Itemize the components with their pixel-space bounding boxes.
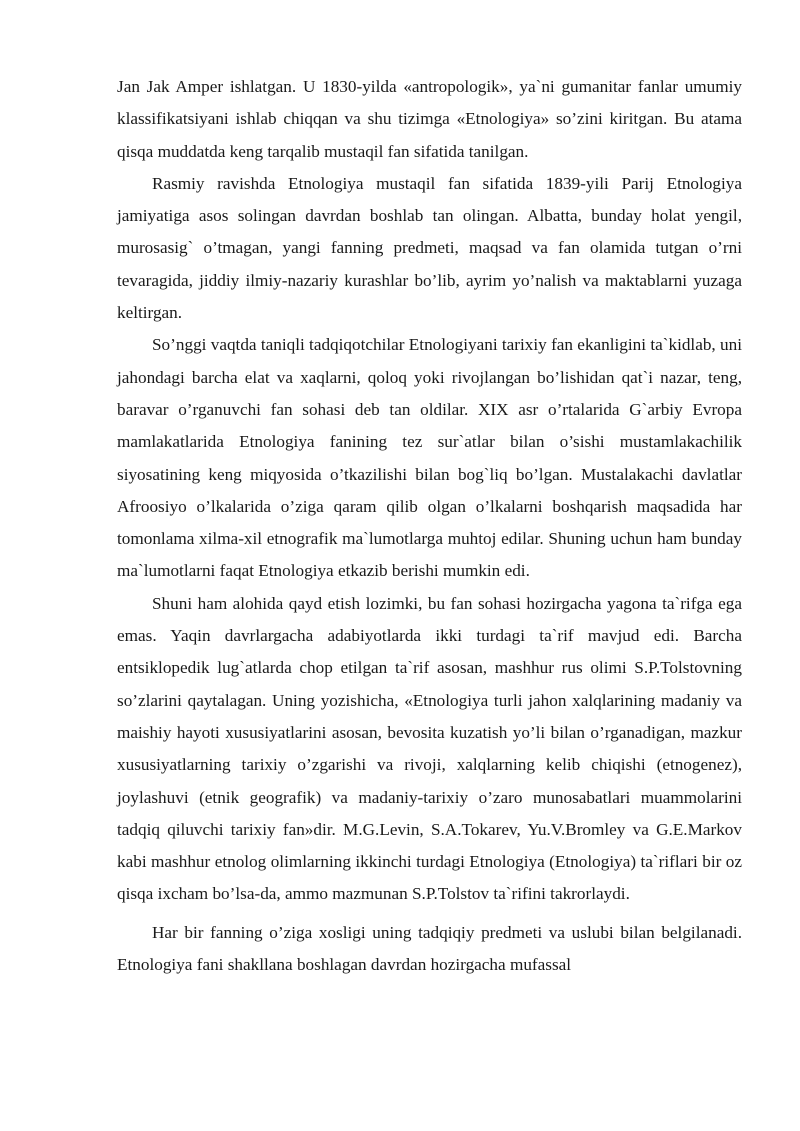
paragraph-5: Har bir fanning o’ziga xosligi uning tadqiqiy predmeti va uslubi bilan belgilanadi. Etnologiya fani shakllana boshlagan davrdan hozirgacha mufassal	[117, 922, 742, 975]
document-page	[117, 71, 742, 981]
paragraph-3: So’nggi vaqtda taniqli tadqiqotchilar Etnologiyani tarixiy fan ekanligini ta`kidlab, uni jahondagi barcha elat va xaqlarni, qoloq yoki rivojlangan bo’lishidan qat`i nazar, teng, baravar o’rganuvchi fan sohasi deb tan oldilar. XIX asr o’rtalarida G`arbiy Evropa mamlakatlarida Etnologiya fanining tez sur`atlar bilan o’sishi mustamlakachilik siyosatining keng miqyosida o’tkazilishi bilan bog`liq bo’lgan. Mustalakachi davlatlar Afroosiyo o’lkalarida o’ziga qaram qilib olgan o’lkalarni boshqarish maqsadida har tomonlama xilma-xil etnografik ma`lumotlarga muhtoj edilar. Shuning uchun ham bunday ma`lumotlarni faqat Etnologiya etkazib berishi mumkin edi.	[117, 335, 742, 581]
paragraph-1: Jan Jak Amper ishlatgan. U 1830-yilda «antropologik», ya`ni gumanitar fanlar umumiy klassifikatsiyani ishlab chiqqan va shu tizimga «Etnologiya» so’zini kiritgan. Bu atama qisqa muddatda keng tarqalib mustaqil fan sifatida tanilgan.	[117, 77, 742, 161]
paragraph-4: Shuni ham alohida qayd etish lozimki, bu fan sohasi hozirgacha yagona ta`rifga ega emas. Yaqin davrlargacha adabiyotlarda ikki turdagi ta`rif mavjud edi. Barcha entsiklopedik lug`atlarda chop etilgan ta`rif asosan, mashhur rus olimi S.P.Tolstovning so’zlarini qaytalagan. Uning yozishicha, «Etnologiya turli jahon xalqlarining madaniy va maishiy hayoti xususiyatlarini asosan, bevosita kuzatish yo’li bilan o’rganadigan, mazkur xususiyatlarning tarixiy o’zgarishi va rivoji, xalqlarning kelib chiqishi (etnogenez), joylashuvi (etnik geografik) va madaniy-tarixiy o’zaro munosabatlari muammolarini tadqiq qiluvchi tarixiy fan»dir. M.G.Levin, S.A.Tokarev, Yu.V.Bromley va G.E.Markov kabi mashhur etnolog olimlarning ikkinchi turdagi Etnologiya (Etnologiya) ta`riflari bir oz qisqa ixcham bo’lsa-da, ammo mazmunan S.P.Tolstov ta`rifini takrorlaydi.	[117, 593, 742, 904]
paragraph-2: Rasmiy ravishda Etnologiya mustaqil fan sifatida 1839-yili Parij Etnologiya jamiyatiga asos solingan davrdan boshlab tan olingan. Albatta, bunday holat yengil, murosasig` o’tmagan, yangi fanning predmeti, maqsad va fan olamida tutgan o’rni tevaragida, jiddiy ilmiy-nazariy kurashlar bo’lib, ayrim yo’nalish va maktablarni yuzaga keltirgan.	[117, 173, 742, 323]
